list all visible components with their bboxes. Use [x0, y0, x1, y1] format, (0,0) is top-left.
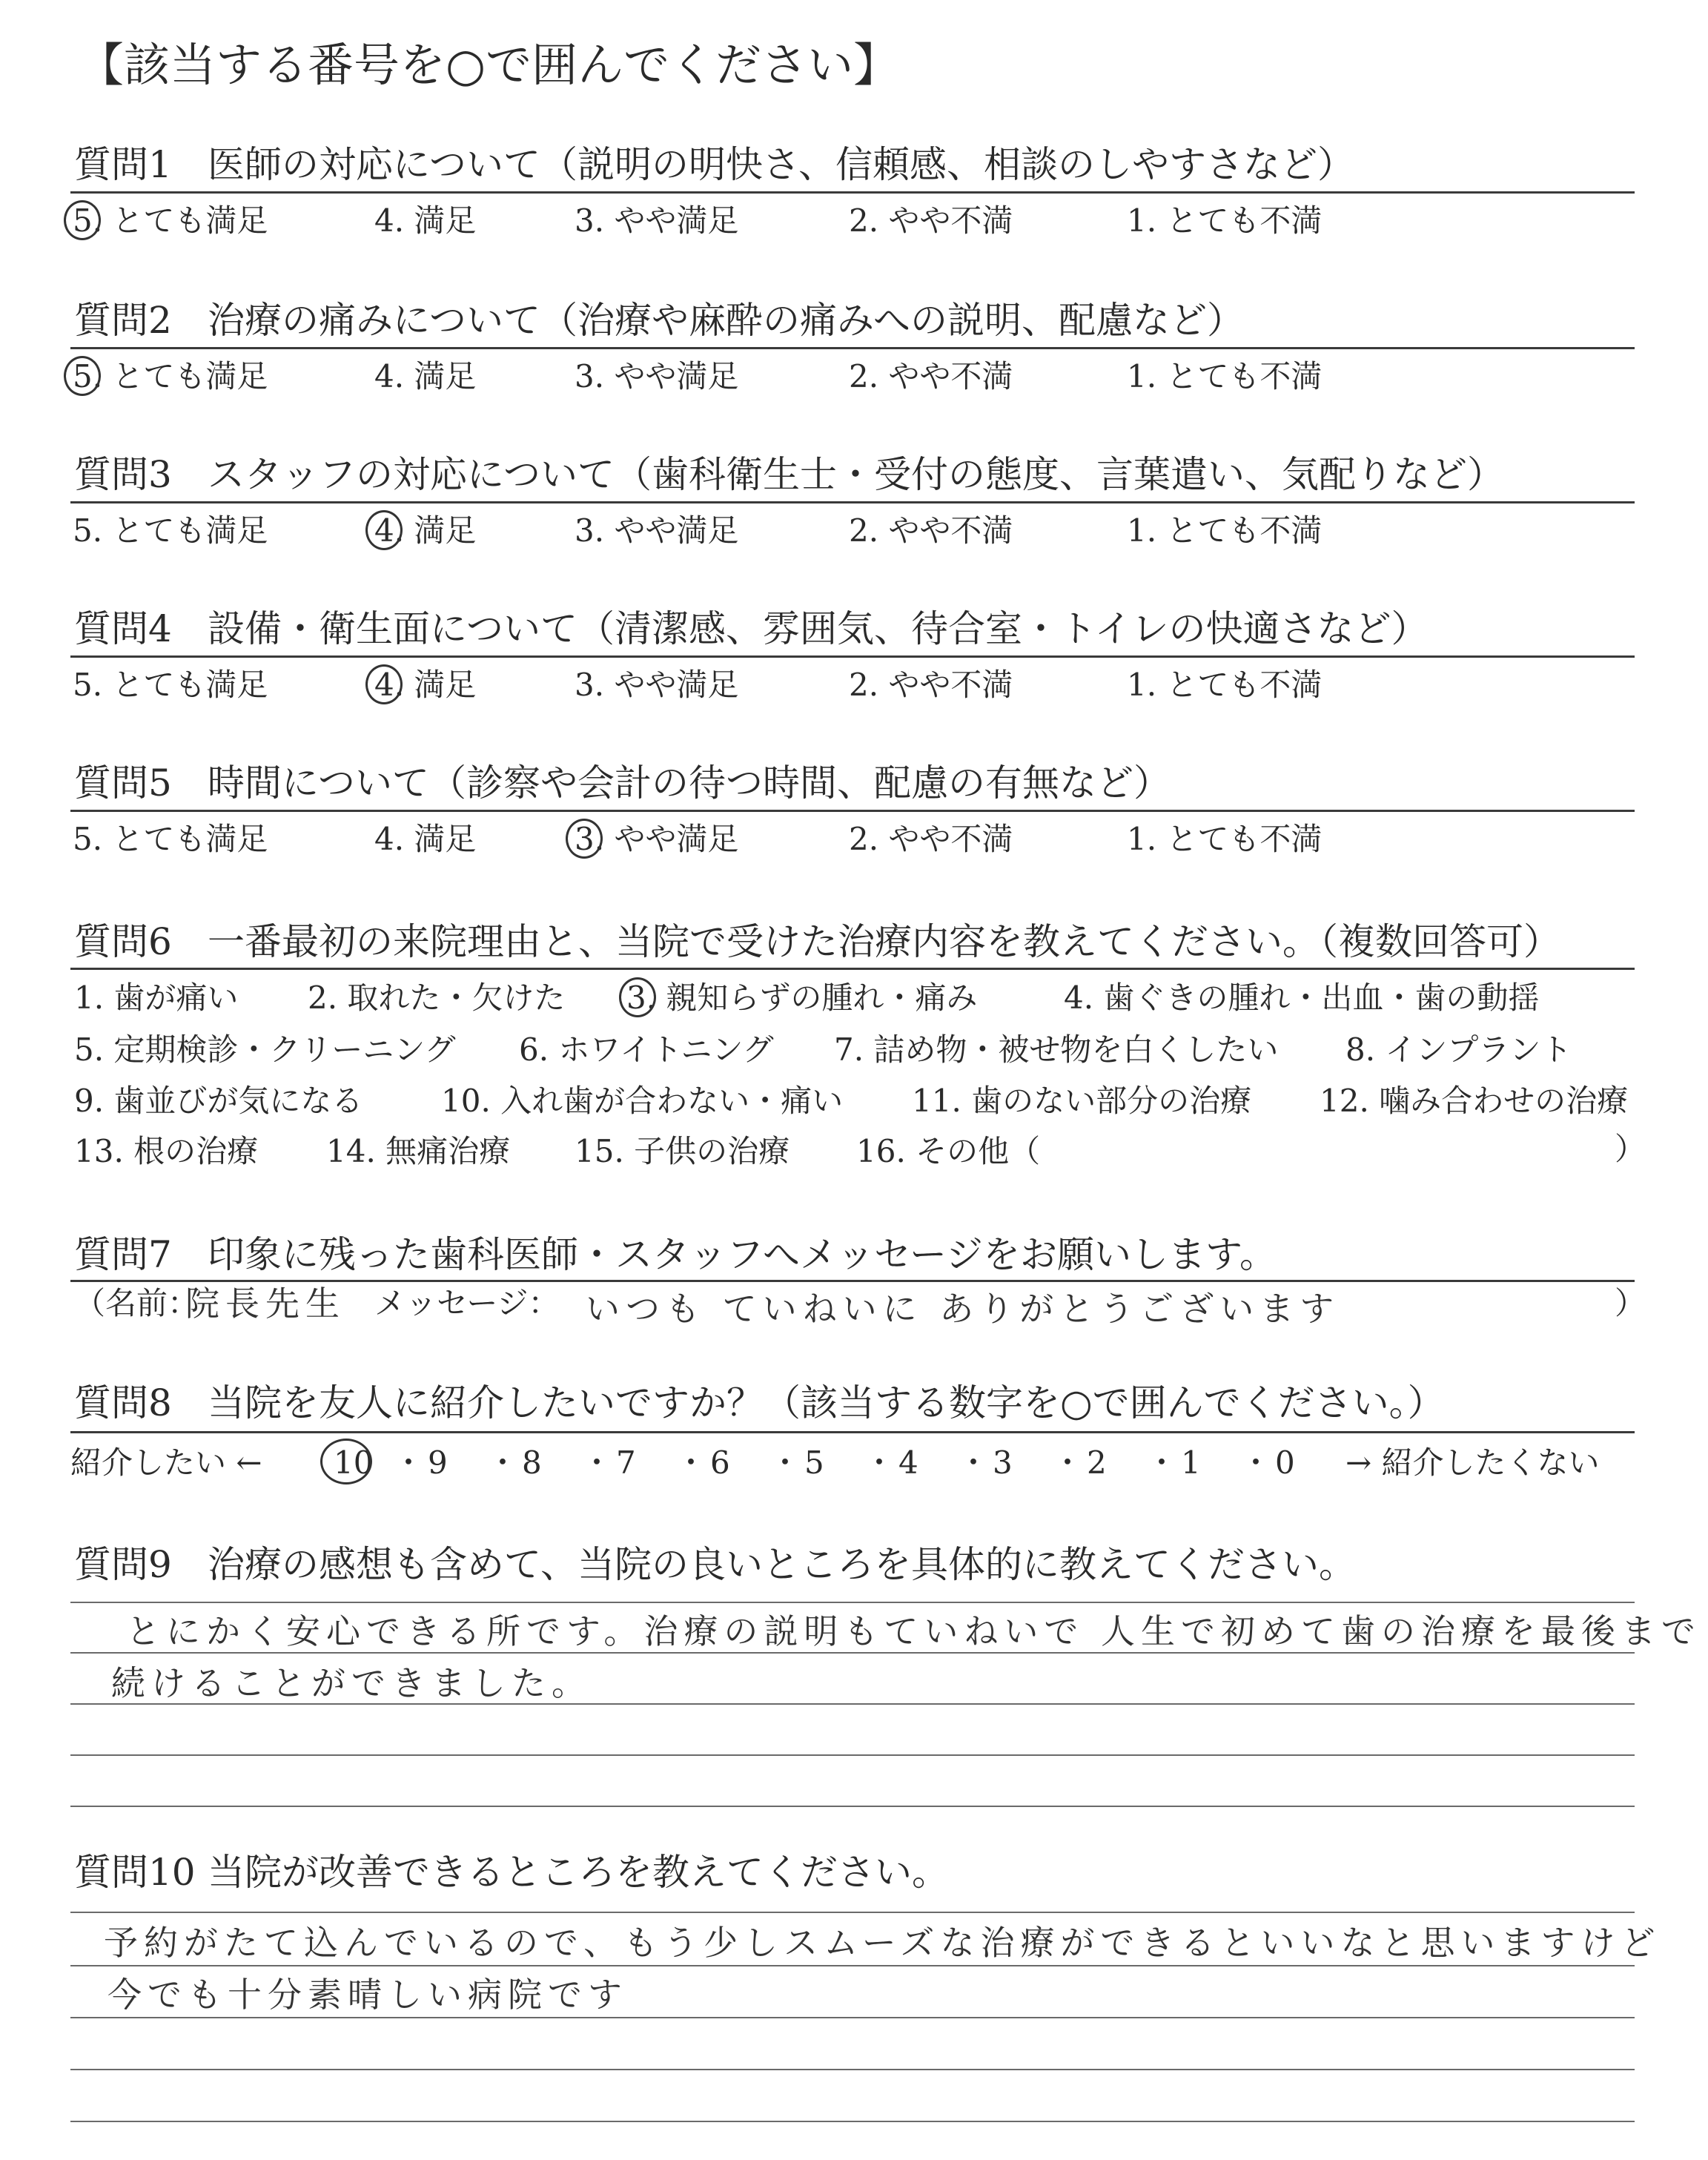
referral-score-5[interactable]: 5 [804, 1444, 824, 1481]
question-6-option-14[interactable]: 14. 無痛治療 [326, 1133, 511, 1169]
question-2-option-1[interactable]: 1. とても不満 [1127, 358, 1323, 394]
question-6-option-12[interactable]: 12. 噛み合わせの治療 [1320, 1083, 1629, 1119]
question-1-option-1[interactable]: 1. とても不満 [1127, 202, 1323, 239]
scale-separator: ・ [1146, 1444, 1178, 1481]
question-5-option-2[interactable]: 2. やや不満 [849, 821, 1013, 857]
referral-score-3[interactable]: 3 [993, 1444, 1013, 1481]
question-6-other-close: ） [1615, 1131, 1646, 1167]
question-6-option-3[interactable]: 3. 親知らずの腫れ・痛み [626, 980, 978, 1016]
question-2-option-3[interactable]: 3. やや満足 [575, 358, 739, 394]
question-1-option-4[interactable]: 4. 満足 [374, 202, 477, 239]
page-title: 【該当する番号を○で囲んでください】 [78, 38, 900, 92]
question-4-label: 質問4 [74, 607, 172, 650]
question-6-option-15[interactable]: 15. 子供の治療 [575, 1133, 790, 1169]
scale-separator: ・ [1052, 1444, 1084, 1481]
question-6-option-7[interactable]: 7. 詰め物・被せ物を白くしたい [834, 1031, 1279, 1068]
question-9-label: 質問9 [74, 1543, 172, 1586]
question-5-option-3[interactable]: 3. やや満足 [575, 821, 739, 857]
question-8-label: 質問8 [74, 1381, 172, 1424]
question-4-option-5[interactable]: 5. とても満足 [73, 667, 268, 703]
question-9-answer-line-1[interactable]: とにかく安心できる所です。治療の説明もていねいで 人生で初めて歯の治療を最後まで [126, 1611, 1701, 1651]
question-2-label: 質問2 [74, 299, 172, 342]
question-10-answer-line-1[interactable]: 予約がたて込んでいるので、もう少しスムーズな治療ができるといいなと思いますけど [104, 1923, 1661, 1963]
scale-separator: ・ [864, 1444, 896, 1481]
question-1-label: 質問1 [74, 143, 172, 186]
question-6-option-2[interactable]: 2. 取れた・欠けた [308, 980, 566, 1016]
question-6-option-1[interactable]: 1. 歯が痛い [74, 980, 239, 1016]
name-label: （名前： [74, 1285, 199, 1321]
question-3-option-2[interactable]: 2. やや不満 [849, 512, 1013, 549]
question-6-label: 質問6 [74, 920, 172, 963]
question-3-option-1[interactable]: 1. とても不満 [1127, 512, 1323, 549]
referral-score-4[interactable]: 4 [898, 1444, 918, 1481]
question-6-option-8[interactable]: 8. インプラント [1345, 1031, 1572, 1068]
question-5-option-4[interactable]: 4. 満足 [374, 821, 477, 857]
question-1-rule [70, 191, 1635, 194]
question-3-option-5[interactable]: 5. とても満足 [73, 512, 268, 549]
question-7-label: 質問7 [74, 1233, 172, 1276]
question-6-rule [70, 968, 1635, 970]
referral-score-1[interactable]: 1 [1181, 1444, 1201, 1481]
scale-separator: ・ [581, 1444, 613, 1481]
referral-score-8[interactable]: 8 [522, 1444, 542, 1481]
scale-separator: ・ [1240, 1444, 1272, 1481]
question-10-label: 質問10 [74, 1851, 196, 1894]
question-6-selected-circle [619, 977, 656, 1017]
question-1-option-3[interactable]: 3. やや満足 [575, 202, 739, 239]
question-10-answer-line-2[interactable]: 今でも十分素晴しい病院です [107, 1975, 628, 2015]
question-4-option-1[interactable]: 1. とても不満 [1127, 667, 1323, 703]
question-1-text: 医師の対応について（説明の明快さ、信頼感、相談のしやすさなど） [208, 143, 1354, 186]
question-8-text: 当院を友人に紹介したいですか？（該当する数字を○で囲んでください。） [208, 1381, 1445, 1424]
question-9-answer-line-2[interactable]: 続けることができました。 [111, 1663, 592, 1703]
referral-selected-circle [320, 1439, 372, 1484]
question-4-option-2[interactable]: 2. やや不満 [849, 667, 1013, 703]
answer-rule [70, 2017, 1635, 2018]
question-2-rule [70, 347, 1635, 349]
referral-score-6[interactable]: 6 [710, 1444, 730, 1481]
message-close: ） [1615, 1285, 1646, 1321]
scale-separator: ・ [487, 1444, 519, 1481]
question-5-label: 質問5 [74, 762, 172, 805]
question-6-option-16[interactable]: 16. その他（ [856, 1133, 1041, 1169]
answer-rule [70, 1754, 1635, 1756]
question-9-text: 治療の感想も含めて、当院の良いところを具体的に教えてください。 [208, 1543, 1356, 1586]
question-6-option-4[interactable]: 4. 歯ぐきの腫れ・出血・歯の動揺 [1064, 980, 1540, 1016]
question-1-option-5[interactable]: 5. とても満足 [73, 202, 268, 239]
message-value[interactable]: いつも ていねいに ありがとうございます [586, 1289, 1340, 1329]
question-6-option-13[interactable]: 13. 根の治療 [74, 1133, 259, 1169]
question-6-option-9[interactable]: 9. 歯並びが気になる [74, 1083, 363, 1119]
answer-rule [70, 2121, 1635, 2122]
name-value[interactable]: 院長先生 [185, 1284, 345, 1324]
message-label: メッセージ： [374, 1285, 560, 1321]
question-5-text: 時間について（診察や会計の待つ時間、配慮の有無など） [208, 762, 1171, 805]
question-2-selected-circle [64, 356, 101, 396]
referral-score-9[interactable]: 9 [428, 1444, 448, 1481]
question-4-text: 設備・衛生面について（清潔感、雰囲気、待合室・トイレの快適さなど） [208, 607, 1429, 650]
question-3-text: スタッフの対応について（歯科衛生士・受付の態度、言葉遣い、気配りなど） [208, 453, 1504, 496]
question-4-option-4[interactable]: 4. 満足 [374, 667, 477, 703]
question-6-text: 一番最初の来院理由と、当院で受けた治療内容を教えてください。（複数回答可） [208, 920, 1560, 963]
question-1-selected-circle [64, 200, 101, 240]
question-5-rule [70, 810, 1635, 812]
referral-left-label: 紹介したい ← [70, 1444, 262, 1481]
question-5-selected-circle [566, 819, 603, 859]
question-3-option-4[interactable]: 4. 満足 [374, 512, 477, 549]
referral-right-label: → 紹介したくない [1345, 1444, 1600, 1481]
answer-rule [70, 1912, 1635, 1913]
question-3-option-3[interactable]: 3. やや満足 [575, 512, 739, 549]
question-4-option-3[interactable]: 3. やや満足 [575, 667, 739, 703]
question-3-selected-circle [365, 510, 403, 550]
question-10-text: 当院が改善できるところを教えてください。 [208, 1851, 949, 1894]
question-2-option-4[interactable]: 4. 満足 [374, 358, 477, 394]
question-7-text: 印象に残った歯科医師・スタッフへメッセージをお願いします。 [208, 1233, 1277, 1276]
question-2-text: 治療の痛みについて（治療や麻酔の痛みへの説明、配慮など） [208, 299, 1244, 342]
question-6-option-5[interactable]: 5. 定期検診・クリーニング [74, 1031, 456, 1068]
question-6-option-11[interactable]: 11. 歯のない部分の治療 [912, 1083, 1252, 1119]
question-4-rule [70, 655, 1635, 658]
referral-score-7[interactable]: 7 [616, 1444, 636, 1481]
answer-rule [70, 1806, 1635, 1807]
question-2-option-5[interactable]: 5. とても満足 [73, 358, 268, 394]
scale-separator: ・ [393, 1444, 425, 1481]
question-3-label: 質問3 [74, 453, 172, 496]
referral-score-2[interactable]: 2 [1087, 1444, 1107, 1481]
question-3-rule [70, 501, 1635, 503]
question-5-option-5[interactable]: 5. とても満足 [73, 821, 268, 857]
scale-separator: ・ [958, 1444, 990, 1481]
question-5-option-1[interactable]: 1. とても不満 [1127, 821, 1323, 857]
answer-rule [70, 1965, 1635, 1966]
answer-rule [70, 1602, 1635, 1603]
question-6-option-10[interactable]: 10. 入れ歯が合わない・痛い [441, 1083, 844, 1119]
referral-score-10[interactable]: 10 [334, 1444, 374, 1481]
referral-score-0[interactable]: 0 [1275, 1444, 1295, 1481]
scale-separator: ・ [675, 1444, 707, 1481]
question-6-option-6[interactable]: 6. ホワイトニング [519, 1031, 774, 1068]
question-1-option-2[interactable]: 2. やや不満 [849, 202, 1013, 239]
question-2-option-2[interactable]: 2. やや不満 [849, 358, 1013, 394]
question-8-rule [70, 1431, 1635, 1433]
question-4-selected-circle [365, 664, 403, 704]
scale-separator: ・ [769, 1444, 801, 1481]
answer-rule [70, 2069, 1635, 2070]
